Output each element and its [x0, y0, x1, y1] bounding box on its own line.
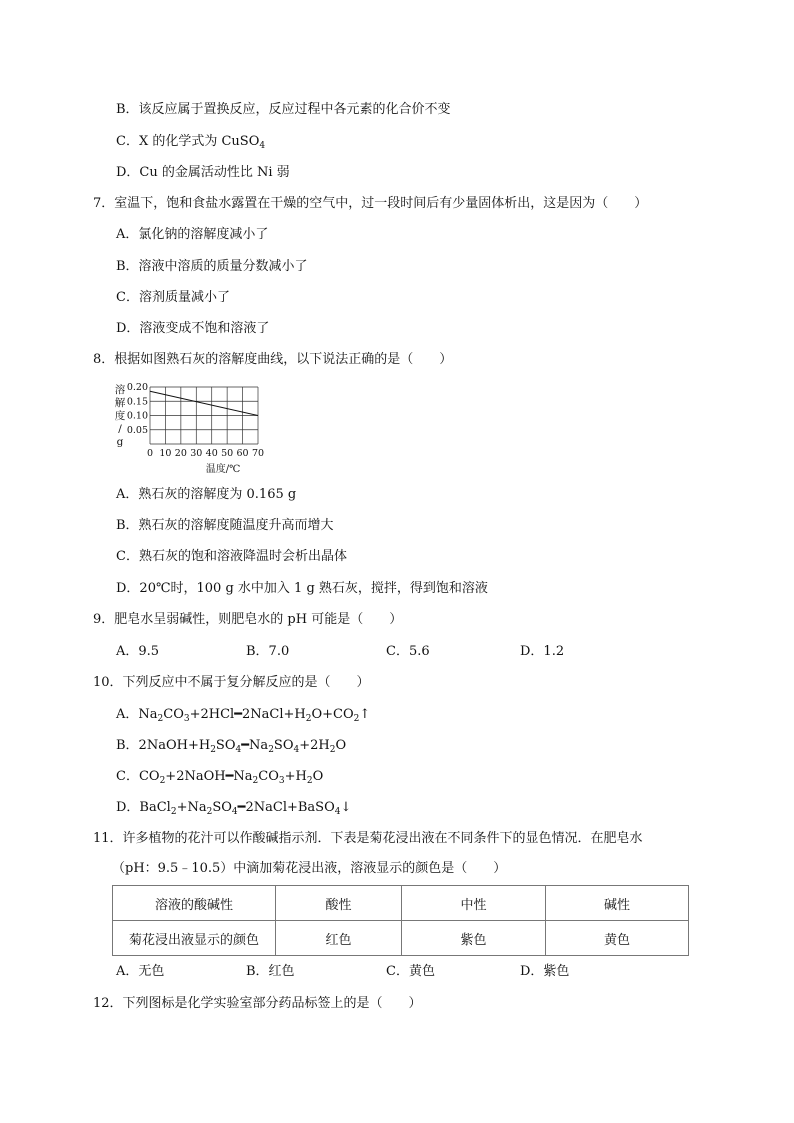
- q10-option-b: [116, 737, 346, 755]
- x-tick-label: 20: [174, 448, 187, 459]
- q7-option-b: B．溶液中溶质的质量分数减小了: [116, 259, 308, 274]
- formula-text: CO: [258, 769, 279, 784]
- q10-option-d: [116, 799, 351, 817]
- q8-option-b: B．熟石灰的溶解度随温度升高而增大: [116, 518, 334, 533]
- y-tick-label: 0.10: [126, 410, 148, 422]
- chart-x-ticks: [147, 448, 264, 459]
- q6-option-d: D．Cu 的金属活动性比 Ni 弱: [116, 165, 290, 180]
- y-label-char: g: [116, 436, 124, 448]
- formula-subscript: 3: [278, 776, 285, 786]
- q10-option-a: [116, 706, 370, 724]
- q7-option-a: A．氯化钠的溶解度减小了: [116, 227, 269, 242]
- formula-text: SO: [212, 800, 232, 815]
- table-cell: 溶液的酸碱性: [113, 886, 276, 921]
- chart-series: [150, 391, 258, 415]
- x-tick-label: 30: [190, 448, 203, 459]
- q9-option-a: A．9.5: [116, 644, 160, 659]
- q7-option-c: C．溶剂质量减小了: [116, 290, 230, 305]
- formula-subscript: 2: [329, 745, 336, 755]
- q7-stem: 7．室温下，饱和食盐水露置在干燥的空气中，过一段时间后有少量固体析出，这是因为（ ）: [93, 196, 648, 211]
- chart-x-label: 温度/℃: [205, 464, 241, 475]
- q11-option-c: C．黄色: [386, 964, 435, 979]
- table-row: [113, 921, 689, 956]
- formula-text: O: [335, 738, 347, 753]
- x-tick-label: 10: [159, 448, 172, 459]
- q11-option-a: A．无色: [116, 964, 165, 979]
- formula-subscript: 2: [305, 714, 312, 724]
- formula-subscript: 4: [293, 745, 300, 755]
- formula-text: ↓: [340, 800, 352, 815]
- formula-subscript: 3: [183, 714, 190, 724]
- y-label-char: /: [118, 423, 122, 435]
- q12-stem: 12．下列图标是化学实验室部分药品标签上的是（ ）: [93, 996, 422, 1011]
- q6-option-b: B．该反应属于置换反应，反应过程中各元素的化合价不变: [116, 102, 451, 117]
- q6-option-c: [116, 133, 265, 151]
- formula-text: O+CO: [311, 707, 354, 722]
- chart-grid: [150, 387, 258, 444]
- q11-stem-line2: （pH：9.5﹣10.5）中滴加菊花浸出液，溶液显示的颜色是（ ）: [112, 861, 507, 876]
- solubility-chart: [110, 380, 270, 476]
- indicator-table: [112, 885, 689, 956]
- table-cell: 碱性: [546, 886, 689, 921]
- table-row: [113, 886, 689, 921]
- x-tick-label: 0: [146, 448, 154, 459]
- formula-subscript: 2: [157, 714, 164, 724]
- formula-text: SO: [273, 738, 294, 753]
- q6-option-c-text: C．X 的化学式为 CuSO: [116, 134, 260, 149]
- formula-text: +Na: [176, 800, 207, 815]
- q11-option-d: D．紫色: [520, 964, 570, 979]
- x-tick-label: 60: [236, 448, 249, 459]
- formula-text: SO: [215, 738, 236, 753]
- y-label-char: 溶: [114, 384, 126, 396]
- table-cell: 紫色: [402, 921, 546, 956]
- q9-stem: 9．肥皂水呈弱碱性，则肥皂水的 pH 可能是（ ）: [93, 612, 403, 627]
- q11-stem-line1: 11．许多植物的花汁可以作酸碱指示剂．下表是菊花浸出液在不同条件下的显色情况．在肥皂水: [93, 831, 643, 846]
- formula-text: A．Na: [116, 707, 158, 722]
- formula-subscript: 4: [334, 807, 341, 817]
- y-tick-label: 0.05: [126, 424, 148, 436]
- formula-subscript: 2: [252, 776, 259, 786]
- y-tick-label: 0.15: [126, 396, 148, 408]
- q8-option-c: C．熟石灰的饱和溶液降温时会析出晶体: [116, 549, 347, 564]
- formula-text: +2NaOH━Na: [165, 769, 253, 784]
- formula-text: O: [312, 769, 324, 784]
- formula-subscript: 2: [159, 776, 166, 786]
- formula-text: ━2NaCl+BaSO: [237, 800, 335, 815]
- formula-subscript: 2: [306, 776, 313, 786]
- formula-text: ━Na: [241, 738, 269, 753]
- table-cell: 中性: [402, 886, 546, 921]
- q7-option-d: D．溶液变成不饱和溶液了: [116, 321, 270, 336]
- formula-text: ↑: [359, 707, 371, 722]
- x-tick-label: 40: [205, 448, 218, 459]
- y-tick-label: 0.20: [126, 382, 148, 393]
- formula-subscript: 2: [268, 745, 274, 755]
- q11-option-b: B．红色: [246, 964, 295, 979]
- q10-option-c: [116, 768, 323, 786]
- formula-subscript: 2: [353, 714, 360, 724]
- chart-y-ticks: [127, 382, 148, 436]
- table-cell: 红色: [276, 921, 402, 956]
- formula-text: CO: [163, 707, 184, 722]
- formula-text: +H: [284, 769, 307, 784]
- q9-option-b: B．7.0: [246, 644, 290, 659]
- y-label-char: 度: [114, 410, 126, 422]
- q9-option-c: C．5.6: [386, 644, 430, 659]
- y-label-char: 解: [114, 397, 126, 409]
- table-cell: 酸性: [276, 886, 402, 921]
- formula-subscript: 4: [231, 807, 238, 817]
- formula-subscript: 4: [235, 745, 242, 755]
- formula-text: C．CO: [116, 769, 160, 784]
- formula-text: +2HCl━2NaCl+H: [189, 707, 306, 722]
- x-tick-label: 50: [221, 448, 234, 459]
- formula-subscript: 2: [170, 807, 177, 817]
- solubility-curve: [150, 391, 258, 415]
- formula-text: +2H: [299, 738, 330, 753]
- formula-subscript: 2: [210, 745, 216, 755]
- table-cell: 黄色: [546, 921, 689, 956]
- chart-y-label: [115, 383, 126, 448]
- formula-subscript: 2: [206, 807, 213, 817]
- formula-text: B．2NaOH+H: [116, 738, 211, 753]
- formula-text: D．BaCl: [116, 800, 171, 815]
- q8-option-d: D．20℃时，100 g 水中加入 1 g 熟石灰，搅拌，得到饱和溶液: [116, 581, 488, 596]
- q8-stem: 8．根据如图熟石灰的溶解度曲线，以下说法正确的是（ ）: [93, 352, 453, 367]
- q8-option-a: A．熟石灰的溶解度为 0.165 g: [116, 487, 297, 502]
- x-tick-label: 70: [251, 448, 265, 459]
- q9-option-d: D．1.2: [520, 644, 565, 659]
- q6-option-c-subscript: 4: [259, 141, 266, 151]
- q10-stem: 10．下列反应中不属于复分解反应的是（ ）: [93, 675, 370, 690]
- table-cell: 菊花浸出液显示的颜色: [113, 921, 276, 956]
